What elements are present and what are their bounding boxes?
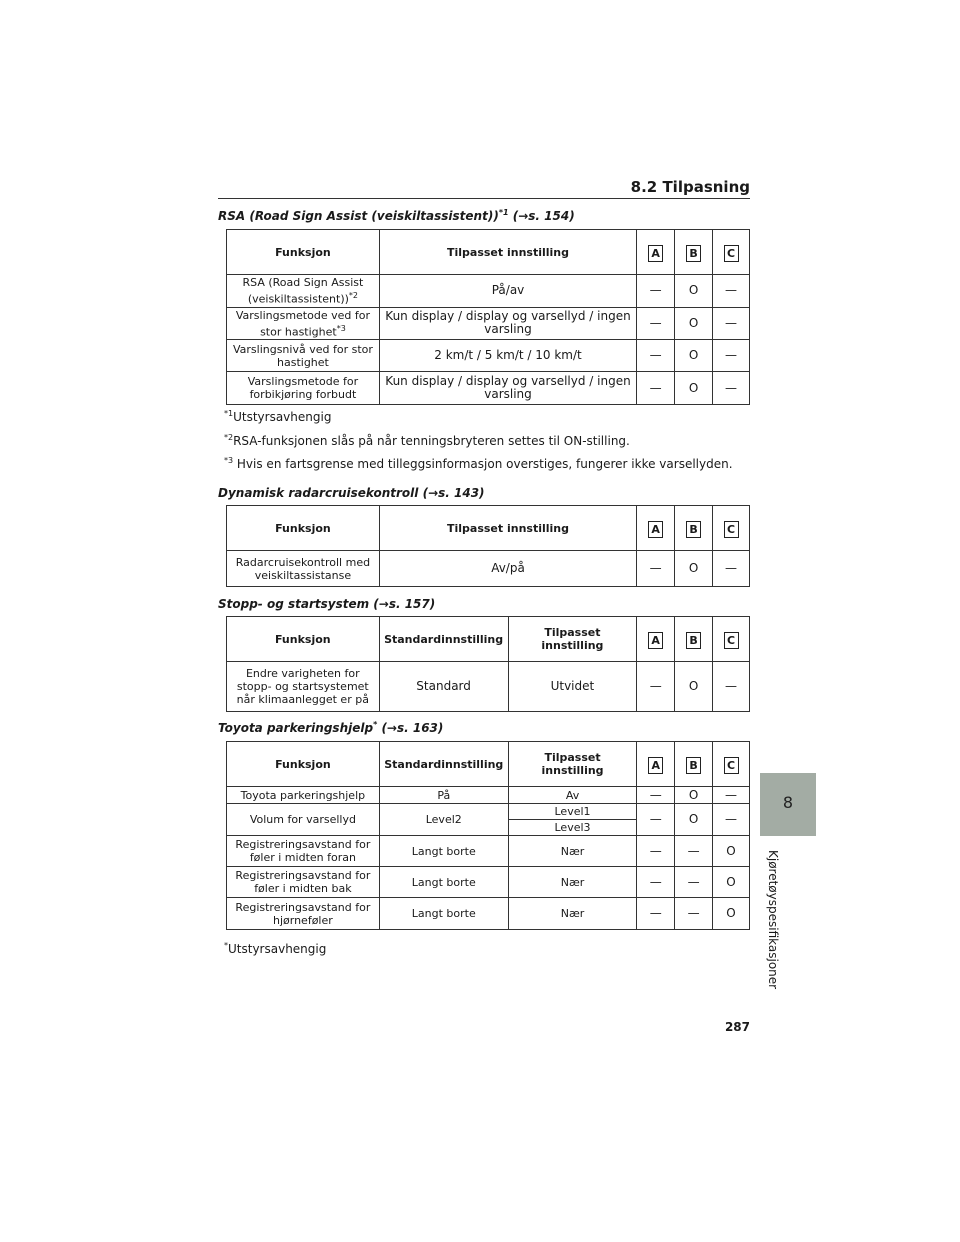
table-row [227,340,750,372]
cell-funksjon: Endre varigheten for [245,667,360,680]
cell-b: O [675,372,713,405]
cell-funksjon: Toyota parkeringshjelp [227,787,380,804]
cell-tilpasset: varsling [484,322,532,337]
title-ref: (→s. 163) [381,721,444,735]
letter-c-icon: C [724,632,739,649]
cell-a: — [637,804,675,836]
letter-a-icon: A [648,757,663,774]
chapter-number: 8 [782,793,794,812]
cell-sup: *3 [336,323,346,333]
section-title-stopp [218,597,435,611]
cell-funksjon: Varslingsmetode ved for [235,308,370,322]
table-parkering [226,741,750,930]
cell-a: — [637,551,675,587]
cell-a: — [637,867,675,898]
col-header-tilpasset: Tilpasset innstilling [508,617,637,662]
footnote-text: Utstyrsavhengig [233,410,332,424]
col-header-funksjon: Funksjon [227,506,380,551]
letter-a-icon: A [648,245,663,262]
footnote-text: Utstyrsavhengig [228,942,327,956]
cell-b: — [675,836,713,867]
col-header-tilpasset: Tilpasset innstilling [379,230,636,275]
letter-a-icon: A [648,632,663,649]
cell-standard: Langt borte [379,836,508,867]
cell-standard: Langt borte [379,867,508,898]
cell-tilpasset: Kun display / display og varsellyd / ingen [385,374,631,389]
letter-b-icon: B [686,632,701,649]
cell-funksjon: føler i midten foran [249,851,356,864]
cell-b: O [675,787,713,804]
cell-c: O [713,867,750,898]
title-sup: *1 [498,208,509,217]
cell-funksjon: føler i midten bak [254,882,352,895]
cell-sup: *2 [348,291,359,300]
cell-funksjon: stor hastighet [260,325,337,339]
section-title-parkering [218,720,443,735]
cell-funksjon: (veiskiltassistent)) [247,292,349,306]
cell-funksjon: RSA (Road Sign Assist [242,276,364,289]
footnote-text: Hvis en fartsgrense med tilleggsinformasjon overstiges, fungerer ikke varsellyden. [233,457,733,471]
table-row [227,787,750,804]
footnote-1 [224,409,331,424]
cell-funksjon: veiskiltassistanse [254,568,352,582]
cell-standard: Standard [379,662,508,712]
header-rule [218,198,750,199]
footnote-sup: *2 [224,433,234,442]
cell-c: — [713,307,750,340]
letter-b-icon: B [686,245,701,262]
title-text: Toyota parkeringshjelp [218,721,374,735]
cell-b: — [675,867,713,898]
cell-a: — [637,307,675,340]
cell-funksjon: stopp- og startsystemet [236,680,369,693]
col-header-standard: Standardinnstilling [379,617,508,662]
cell-b: O [675,551,713,587]
footnote-parkering [224,941,326,956]
cell-tilpasset: varsling [484,387,532,402]
cell-a: — [637,898,675,930]
cell-standard: På [379,787,508,804]
title-text: Stopp- og startsystem [218,597,370,611]
title-sup: * [373,720,378,729]
cell-funksjon: Varslingsnivå ved for stor [232,342,373,356]
cell-funksjon: Registreringsavstand for [235,838,371,851]
cell-tilpasset: Level1 [508,804,637,820]
col-header-funksjon: Funksjon [227,230,380,275]
cell-funksjon: når klimaanlegget er på [236,693,369,706]
cell-tilpasset: Av/på [379,551,636,587]
cell-c: O [713,898,750,930]
section-header: 8.2 Tilpasning [630,178,750,196]
letter-a-icon: A [648,521,663,538]
cell-tilpasset: 2 km/t / 5 km/t / 10 km/t [379,340,636,372]
cell-c: — [713,804,750,836]
cell-funksjon: forbikjøring forbudt [249,388,357,402]
table-row [227,551,750,587]
cell-b: O [675,275,713,308]
cell-funksjon: Varslingsmetode for [247,375,359,389]
footnote-text: RSA-funksjonen slås på når tenningsbryteren settes til ON-stilling. [233,434,630,448]
letter-b-icon: B [686,757,701,774]
cell-tilpasset: Level3 [508,820,637,836]
table-row [227,898,750,930]
cell-tilpasset: Utvidet [508,662,637,712]
section-title-radar [218,486,485,500]
cell-c: O [713,836,750,867]
table-row [227,836,750,867]
cell-b: O [675,340,713,372]
table-row [227,275,750,308]
table-row [227,662,750,712]
table-row [227,867,750,898]
table-row [227,372,750,405]
title-ref: (→s. 143) [422,486,485,500]
title-ref: (→s. 154) [512,209,575,223]
cell-a: — [637,372,675,405]
footnote-sup: *3 [224,456,234,465]
footnote-sup: * [224,941,228,950]
cell-funksjon: Radarcruisekontroll med [235,555,371,569]
cell-c: — [713,662,750,712]
cell-a: — [637,787,675,804]
chapter-label [760,850,786,990]
page-number: 287 [724,1020,750,1034]
cell-standard: Level2 [379,804,508,836]
cell-b: O [675,307,713,340]
table-row [227,307,750,340]
cell-a: — [637,340,675,372]
cell-c: — [713,340,750,372]
letter-c-icon: C [724,245,739,262]
col-header-funksjon: Funksjon [227,617,380,662]
chapter-label-text: Kjøretøyspesifikasjoner [766,850,780,990]
letter-c-icon: C [724,521,739,538]
cell-a: — [637,662,675,712]
section-title-rsa [218,208,575,223]
table-rsa [226,229,750,405]
title-text: RSA (Road Sign Assist (veiskiltassistent)) [218,209,499,223]
footnote-2 [224,433,630,448]
cell-funksjon: Volum for varsellyd [227,804,380,836]
cell-tilpasset: Nær [508,867,637,898]
cell-funksjon: hjørneføler [273,913,333,927]
cell-tilpasset: Nær [508,898,637,930]
footnote-3 [224,456,733,471]
col-header-tilpasset: Tilpasset innstilling [379,506,636,551]
letter-b-icon: B [686,521,701,538]
cell-standard: Langt borte [379,898,508,930]
cell-c: — [713,372,750,405]
title-ref: (→s. 157) [373,597,436,611]
col-header-standard: Standardinnstilling [379,742,508,787]
cell-c: — [713,787,750,804]
cell-b: O [675,804,713,836]
cell-tilpasset: Kun display / display og varsellyd / ingen [385,309,631,324]
table-radar [226,505,750,587]
col-header-tilpasset: Tilpasset innstilling [508,742,637,787]
cell-a: — [637,275,675,308]
cell-b: O [675,662,713,712]
cell-tilpasset: Nær [508,836,637,867]
cell-funksjon: Registreringsavstand for [235,869,371,882]
cell-tilpasset: Av [508,787,637,804]
cell-a: — [637,836,675,867]
cell-funksjon: hastighet [277,355,329,369]
cell-tilpasset: På/av [379,275,636,308]
footnote-sup: *1 [224,409,234,418]
letter-c-icon: C [724,757,739,774]
cell-funksjon: Registreringsavstand for [235,900,371,914]
cell-c: — [713,275,750,308]
table-row [227,804,750,820]
table-stopp [226,616,750,712]
cell-b: — [675,898,713,930]
title-text: Dynamisk radarcruisekontroll [218,486,419,500]
cell-c: — [713,551,750,587]
col-header-funksjon: Funksjon [227,742,380,787]
